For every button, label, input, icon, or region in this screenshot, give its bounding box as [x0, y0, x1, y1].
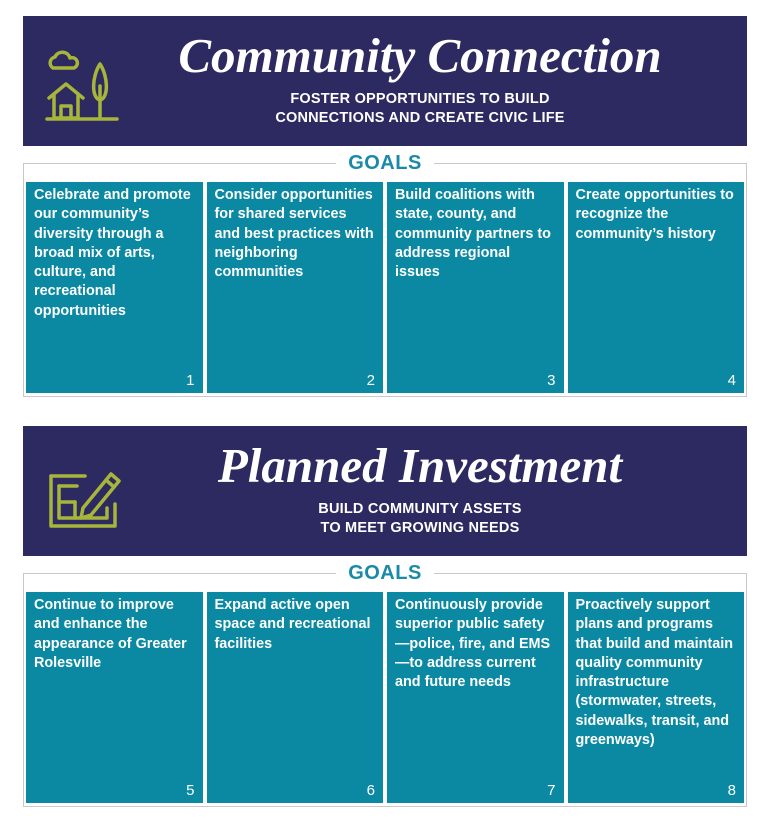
section-title: Planned Investment [217, 438, 623, 493]
goal-number: 4 [727, 372, 736, 389]
goals-heading: GOALS [336, 152, 434, 174]
goal-card [26, 592, 203, 803]
goal-number: 2 [366, 372, 375, 389]
subtitle-line: BUILD COMMUNITY ASSETS [318, 501, 522, 517]
goal-number: 7 [547, 782, 556, 799]
goals-label [24, 562, 746, 585]
goal-card [26, 182, 203, 393]
section-banner [23, 16, 747, 146]
section-banner [23, 426, 747, 556]
goal-text: Create opportunities to recognize the community’s history [575, 187, 734, 242]
goal-text: Proactively support plans and programs that build and maintain quality community infrastructure (stormwater, streets, sidewalks, transit, and greenways) [575, 597, 733, 749]
goal-text: Build coalitions with state, county, and community partners to address regional issues [395, 187, 551, 281]
goal-card [207, 182, 384, 393]
subtitle-line: FOSTER OPPORTUNITIES TO BUILD [290, 91, 550, 107]
goal-number: 5 [186, 782, 195, 799]
goal-card [568, 182, 745, 393]
goal-card [387, 182, 564, 393]
subtitle-line: CONNECTIONS AND CREATE CIVIC LIFE [275, 110, 565, 126]
goal-text: Continue to improve and enhance the appearance of Greater Rolesville [34, 597, 187, 671]
goal-text: Celebrate and promote our community’s diversity through a broad mix of arts, culture, and recreational opportunities [34, 187, 191, 319]
goal-number: 1 [186, 372, 195, 389]
goals-heading: GOALS [336, 562, 434, 584]
goal-cards [26, 182, 744, 393]
goals-frame [23, 562, 747, 807]
section-title: Community Connection [178, 28, 662, 83]
goal-cards [26, 592, 744, 803]
goal-number: 3 [547, 372, 556, 389]
goals-frame [23, 152, 747, 397]
goal-number: 8 [727, 782, 736, 799]
goal-number: 6 [366, 782, 375, 799]
section-subtitle [23, 500, 747, 538]
subtitle-line: TO MEET GROWING NEEDS [320, 520, 520, 536]
goal-card [207, 592, 384, 803]
goal-text: Consider opportunities for shared services and best practices with neighboring communities [214, 187, 374, 281]
section-subtitle [23, 90, 747, 128]
goal-card [568, 592, 745, 803]
goals-label [24, 152, 746, 175]
goal-card [387, 592, 564, 803]
goal-text: Expand active open space and recreational facilities [214, 597, 371, 652]
goal-text: Continuously provide superior public safety—police, fire, and EMS—to address current and future needs [395, 597, 551, 691]
